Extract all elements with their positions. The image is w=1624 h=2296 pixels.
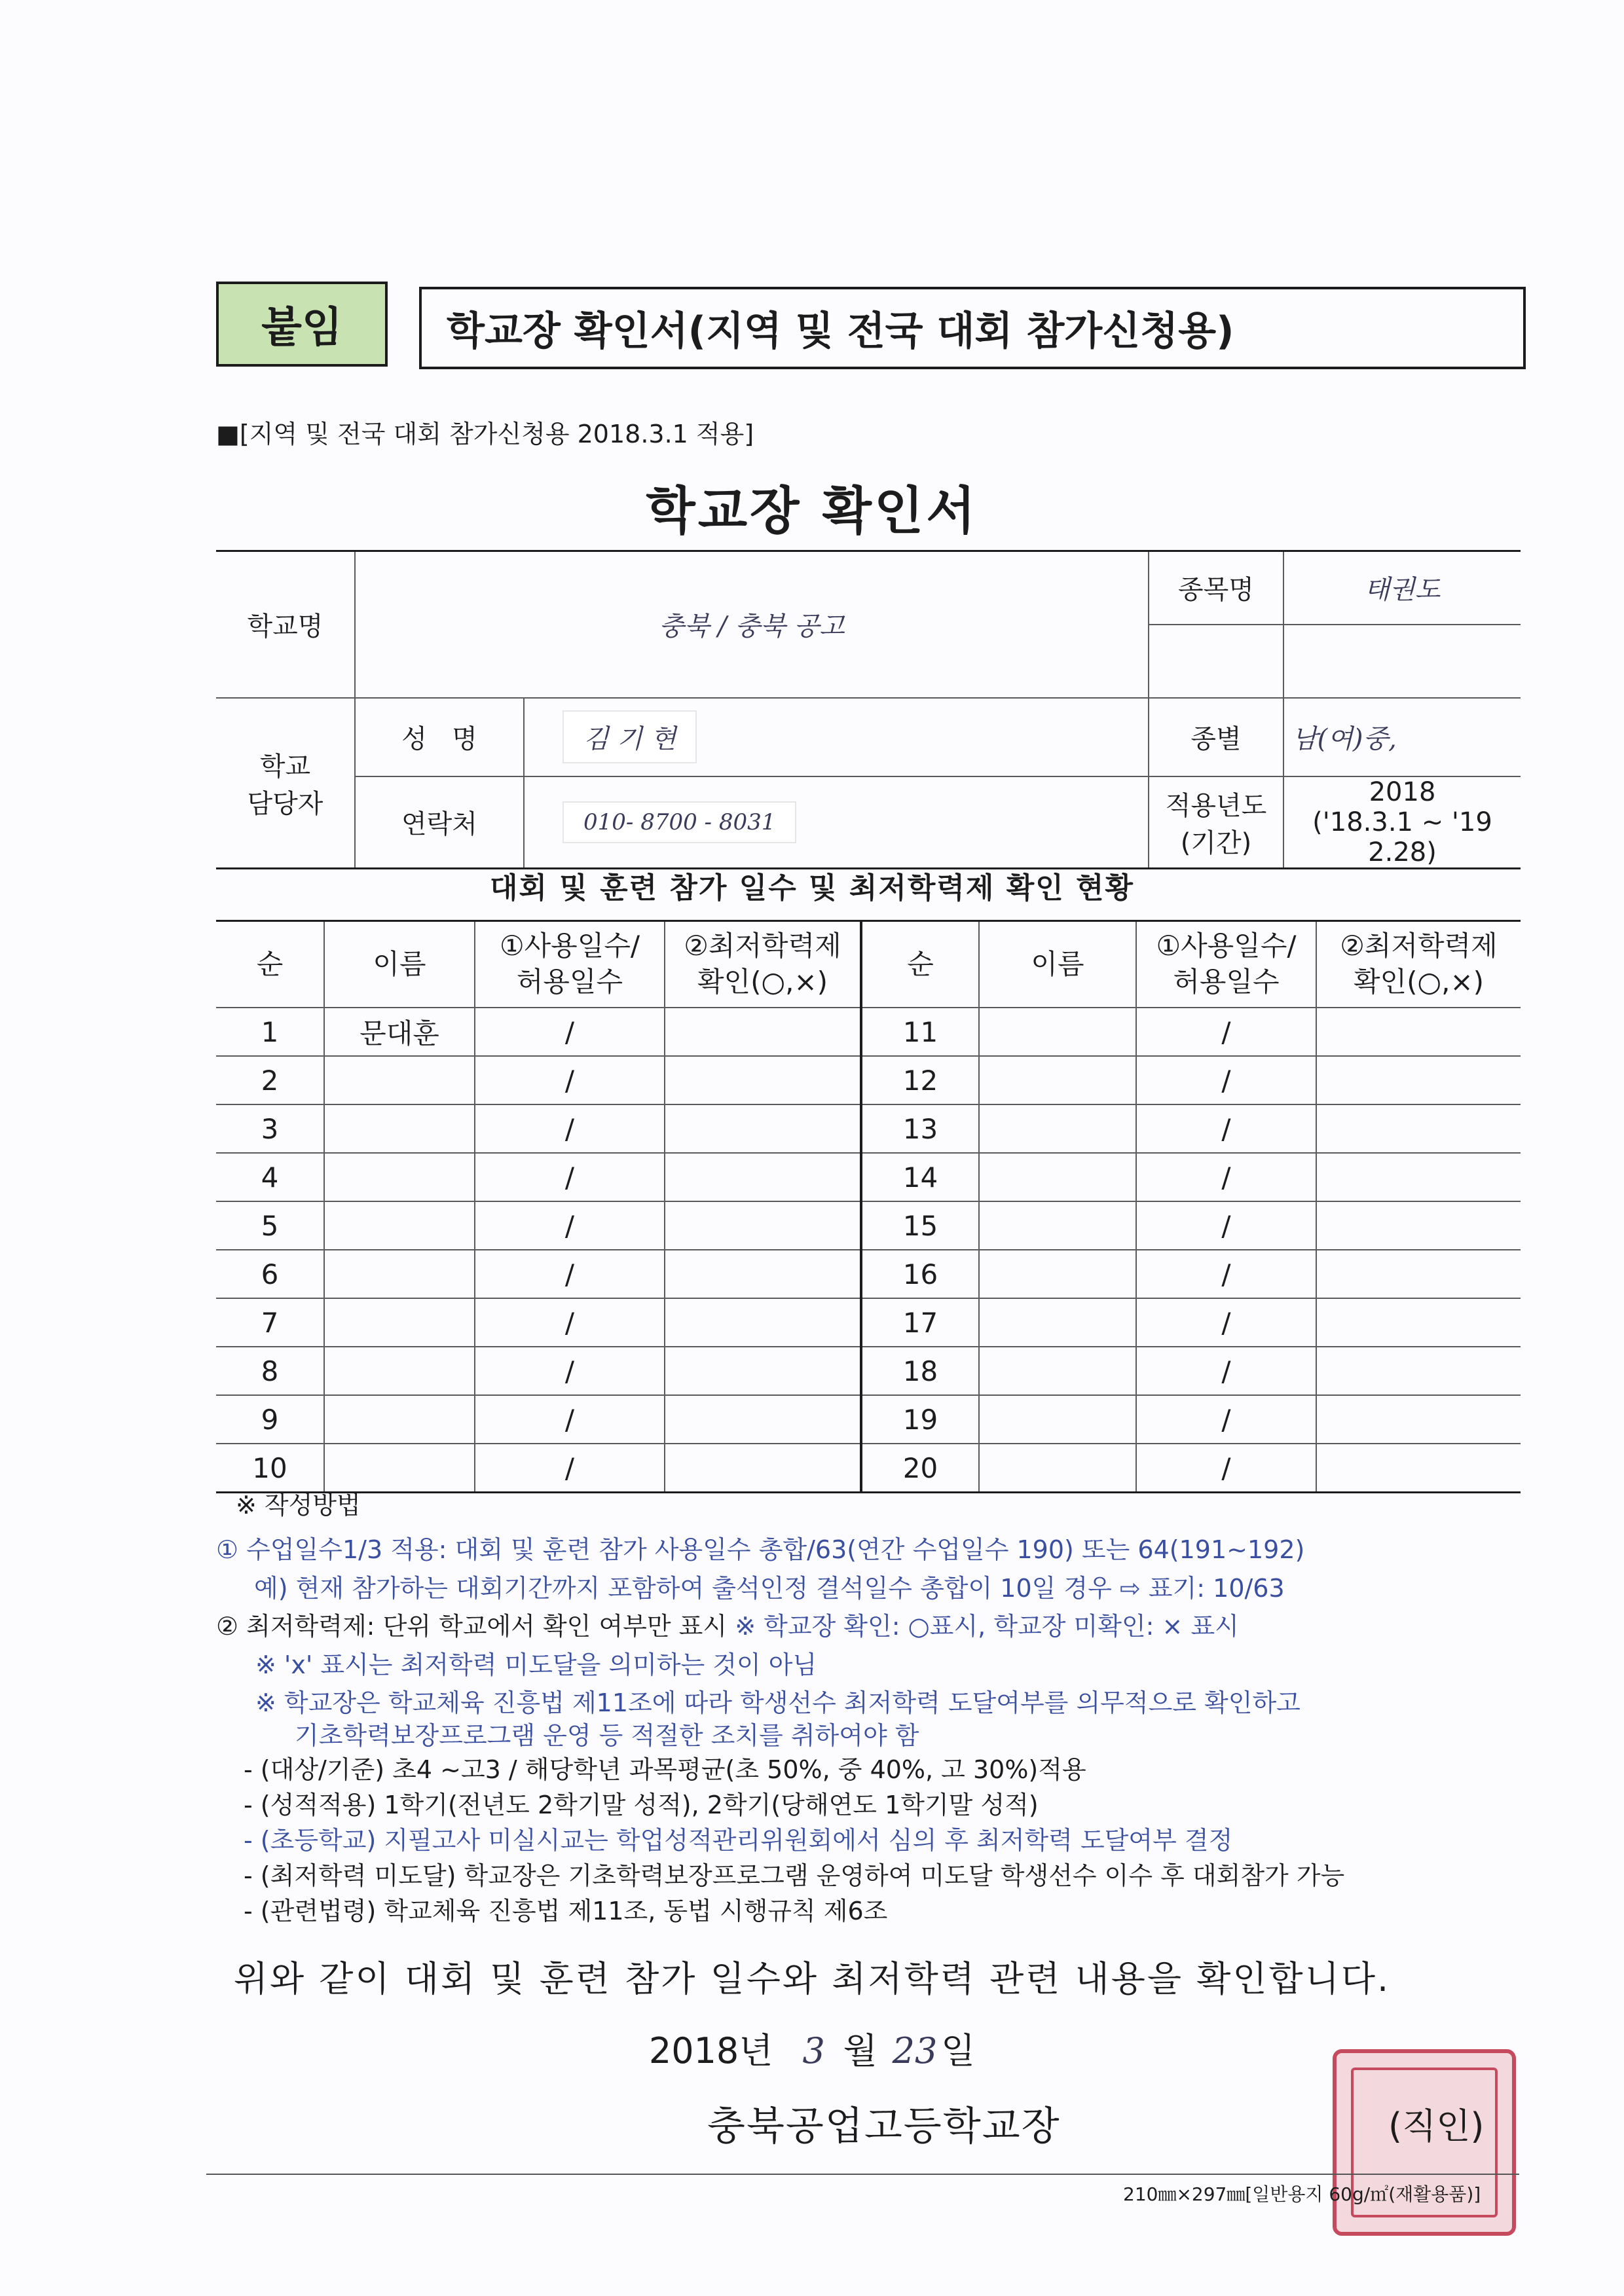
- row-number: 20: [861, 1444, 979, 1493]
- row-min-score: [1316, 1201, 1521, 1250]
- row-name: [324, 1056, 475, 1104]
- col-min-line2: 확인(○,×): [1353, 966, 1485, 998]
- row-number: 1: [216, 1008, 324, 1056]
- table-row: [216, 1104, 1521, 1153]
- year-label-line2: (기간): [1180, 828, 1252, 858]
- table-row: [216, 1347, 1521, 1395]
- principal-title: 충북공업고등학교장: [707, 2104, 1061, 2149]
- col-days-line1: ①사용일수/: [1156, 930, 1297, 962]
- row-number: 12: [861, 1056, 979, 1104]
- school-label: 학교명: [216, 551, 355, 698]
- col-days: [475, 921, 665, 1008]
- date-year: 2018년: [648, 2030, 773, 2071]
- method-line-10: - (최저학력 미도달) 학교장은 기초학력보장프로그램 운영하여 미도달 학생선수 이수 후 대회참가 가능: [244, 1861, 1345, 1890]
- row-name: [979, 1056, 1136, 1104]
- row-number: 9: [216, 1395, 324, 1444]
- row-min-score: [1316, 1395, 1521, 1444]
- row-min-score: [665, 1395, 861, 1444]
- blank-cell: [1283, 625, 1521, 698]
- row-days: /: [1136, 1008, 1316, 1056]
- row-days: /: [1136, 1444, 1316, 1493]
- row-number: 2: [216, 1056, 324, 1104]
- method-line-9: - (초등학교) 지필고사 미실시교는 학업성적관리위원회에서 심의 후 최저학력 도달여부 결정: [244, 1826, 1233, 1855]
- row-days: /: [475, 1444, 665, 1493]
- date-month-unit: 월: [843, 2030, 877, 2071]
- contact-label: 연락처: [355, 776, 524, 869]
- row-number: 10: [216, 1444, 324, 1493]
- row-min-score: [1316, 1008, 1521, 1056]
- row-name: [979, 1444, 1136, 1493]
- row-days: /: [475, 1201, 665, 1250]
- staff-label-line2: 담당자: [247, 788, 323, 819]
- row-days: /: [475, 1250, 665, 1298]
- row-min-score: [665, 1298, 861, 1347]
- row-min-score: [1316, 1104, 1521, 1153]
- name-value: 김 기 현: [564, 712, 695, 762]
- col-min-line1: ②최저학력제: [1340, 930, 1498, 962]
- date-day-unit: 일: [940, 2030, 976, 2071]
- row-days: /: [1136, 1153, 1316, 1201]
- row-name: [324, 1201, 475, 1250]
- paper-spec-footer: 210㎜×297㎜[일반용지 60g/㎡(재활용품)]: [1123, 2183, 1481, 2205]
- row-name: [324, 1153, 475, 1201]
- row-number: 17: [861, 1298, 979, 1347]
- method-line-7: - (대상/기준) 초4 ~고3 / 해당학년 과목평균(초 50%, 중 40%, 고 30%)적용: [244, 1755, 1086, 1784]
- confirmation-text: 위와 같이 대회 및 훈련 참가 일수와 최저학력 관련 내용을 확인합니다.: [233, 1958, 1391, 1999]
- school-value: 충북 / 충북 공고: [355, 551, 1149, 698]
- name-cell: [524, 698, 1149, 776]
- row-number: 18: [861, 1347, 979, 1395]
- method-line-4: ※ 'x' 표시는 최저학력 미도달을 의미하는 것이 아님: [255, 1650, 817, 1679]
- attachment-badge: 붙임: [216, 282, 388, 367]
- row-days: /: [475, 1347, 665, 1395]
- seal-label: (직인): [1388, 2105, 1485, 2147]
- method-line-3a: ② 최저학력제: 단위 학교에서 확인 여부만 표시: [216, 1612, 728, 1641]
- row-days: /: [1136, 1395, 1316, 1444]
- row-min-score: [1316, 1250, 1521, 1298]
- method-line-3b: ※ 학교장 확인: ○표시, 학교장 미확인: × 표시: [735, 1612, 1239, 1641]
- row-name: [979, 1201, 1136, 1250]
- record-section-title: 대회 및 훈련 참가 일수 및 최저학력제 확인 현황: [489, 871, 1135, 905]
- form-version-note: ■[지역 및 전국 대회 참가신청용 2018.3.1 적용]: [216, 420, 754, 448]
- staff-label: [216, 698, 355, 869]
- table-row: [216, 1056, 1521, 1104]
- row-days: /: [475, 1104, 665, 1153]
- row-name: [979, 1153, 1136, 1201]
- col-min-line1: ②최저학력제: [684, 930, 841, 962]
- col-days-line1: ①사용일수/: [499, 930, 640, 962]
- row-number: 19: [861, 1395, 979, 1444]
- method-line-5: ※ 학교장은 학교체육 진흥법 제11조에 따라 학생선수 최저학력 도달여부를 의무적으로 확인하고: [255, 1688, 1301, 1717]
- row-number: 16: [861, 1250, 979, 1298]
- row-number: 13: [861, 1104, 979, 1153]
- row-min-score: [1316, 1347, 1521, 1395]
- row-number: 5: [216, 1201, 324, 1250]
- col-min-score: [665, 921, 861, 1008]
- row-name: [979, 1298, 1136, 1347]
- method-line-8: - (성적적용) 1학기(전년도 2학기말 성적), 2학기(당해연도 1학기말 성적): [244, 1791, 1039, 1819]
- year-label-line1: 적용년도: [1165, 790, 1267, 821]
- row-min-score: [665, 1444, 861, 1493]
- table-row: [216, 1250, 1521, 1298]
- row-days: /: [475, 1298, 665, 1347]
- date-day: 23: [892, 2030, 938, 2071]
- row-min-score: [665, 1056, 861, 1104]
- row-name: [324, 1298, 475, 1347]
- row-min-score: [1316, 1153, 1521, 1201]
- row-name: [979, 1250, 1136, 1298]
- row-days: /: [1136, 1056, 1316, 1104]
- method-line-6: 기초학력보장프로그램 운영 등 적절한 조치를 취하여야 함: [295, 1721, 919, 1750]
- method-line-1: ① 수업일수1/3 적용: 대회 및 훈련 참가 사용일수 총합/63(연간 수업일수 190) 또는 64(191~192): [216, 1535, 1305, 1564]
- row-days: /: [1136, 1298, 1316, 1347]
- name-label: 성 명: [355, 698, 524, 776]
- row-days: /: [475, 1008, 665, 1056]
- col-days: [1136, 921, 1316, 1008]
- method-heading: ※ 작성방법: [236, 1491, 361, 1520]
- school-info-table: [216, 550, 1521, 869]
- row-name: [324, 1104, 475, 1153]
- row-name: [324, 1347, 475, 1395]
- row-days: /: [475, 1153, 665, 1201]
- row-name: [979, 1008, 1136, 1056]
- row-number: 4: [216, 1153, 324, 1201]
- contact-cell: [524, 776, 1149, 869]
- date-month: 3: [802, 2030, 825, 2071]
- method-line-3: [216, 1606, 1239, 1642]
- blank-cell: [1149, 625, 1283, 698]
- method-line-2: 예) 현재 참가하는 대회기간까지 포함하여 출석인정 결석일수 총합이 10일 경우 ⇨ 표기: 10/63: [254, 1574, 1285, 1603]
- row-min-score: [665, 1347, 861, 1395]
- participation-record-table: [216, 920, 1521, 1493]
- method-line-11: - (관련법령) 학교체육 진흥법 제11조, 동법 시행규칙 제6조: [244, 1897, 888, 1925]
- year-value-line2: ('18.3.1 ~ '19 2.28): [1312, 807, 1492, 867]
- row-days: /: [1136, 1104, 1316, 1153]
- row-min-score: [1316, 1056, 1521, 1104]
- col-min-line2: 확인(○,×): [697, 966, 828, 998]
- col-min-score: [1316, 921, 1521, 1008]
- table-row: [216, 1444, 1521, 1493]
- page-title: 학교장 확인서: [646, 482, 978, 541]
- row-name: [324, 1250, 475, 1298]
- footer-divider: [206, 2174, 1519, 2175]
- row-days: /: [475, 1056, 665, 1104]
- year-label: [1149, 776, 1283, 869]
- col-name: 이름: [324, 921, 475, 1008]
- row-days: /: [1136, 1250, 1316, 1298]
- row-min-score: [665, 1104, 861, 1153]
- row-name: [979, 1395, 1136, 1444]
- row-min-score: [665, 1153, 861, 1201]
- gender-value: 남(여)중,: [1283, 698, 1521, 776]
- row-number: 15: [861, 1201, 979, 1250]
- row-number: 3: [216, 1104, 324, 1153]
- year-value: [1283, 776, 1521, 869]
- table-row: [216, 1298, 1521, 1347]
- row-days: /: [1136, 1201, 1316, 1250]
- row-min-score: [1316, 1298, 1521, 1347]
- col-no: 순: [861, 921, 979, 1008]
- staff-label-line1: 학교: [259, 751, 311, 782]
- row-number: 7: [216, 1298, 324, 1347]
- col-no: 순: [216, 921, 324, 1008]
- row-name: [324, 1395, 475, 1444]
- row-name: 문대훈: [324, 1008, 475, 1056]
- table-row: [216, 1395, 1521, 1444]
- row-number: 14: [861, 1153, 979, 1201]
- col-name: 이름: [979, 921, 1136, 1008]
- row-number: 11: [861, 1008, 979, 1056]
- col-days-line2: 허용일수: [1173, 966, 1280, 998]
- sport-label: 종목명: [1149, 551, 1283, 625]
- year-value-line1: 2018: [1369, 776, 1436, 807]
- row-min-score: [665, 1201, 861, 1250]
- sport-value: 태권도: [1283, 551, 1521, 625]
- row-days: /: [1136, 1347, 1316, 1395]
- row-number: 6: [216, 1250, 324, 1298]
- row-days: /: [475, 1395, 665, 1444]
- row-name: [979, 1347, 1136, 1395]
- row-number: 8: [216, 1347, 324, 1395]
- col-days-line2: 허용일수: [516, 966, 623, 998]
- row-min-score: [665, 1008, 861, 1056]
- gender-label: 종별: [1149, 698, 1283, 776]
- table-row: [216, 1153, 1521, 1201]
- row-min-score: [665, 1250, 861, 1298]
- header-title: 학교장 확인서(지역 및 전국 대회 참가신청용): [419, 287, 1526, 369]
- row-min-score: [1316, 1444, 1521, 1493]
- contact-value: 010- 8700 - 8031: [564, 803, 795, 842]
- table-row: [216, 1008, 1521, 1056]
- table-row: [216, 1201, 1521, 1250]
- row-name: [979, 1104, 1136, 1153]
